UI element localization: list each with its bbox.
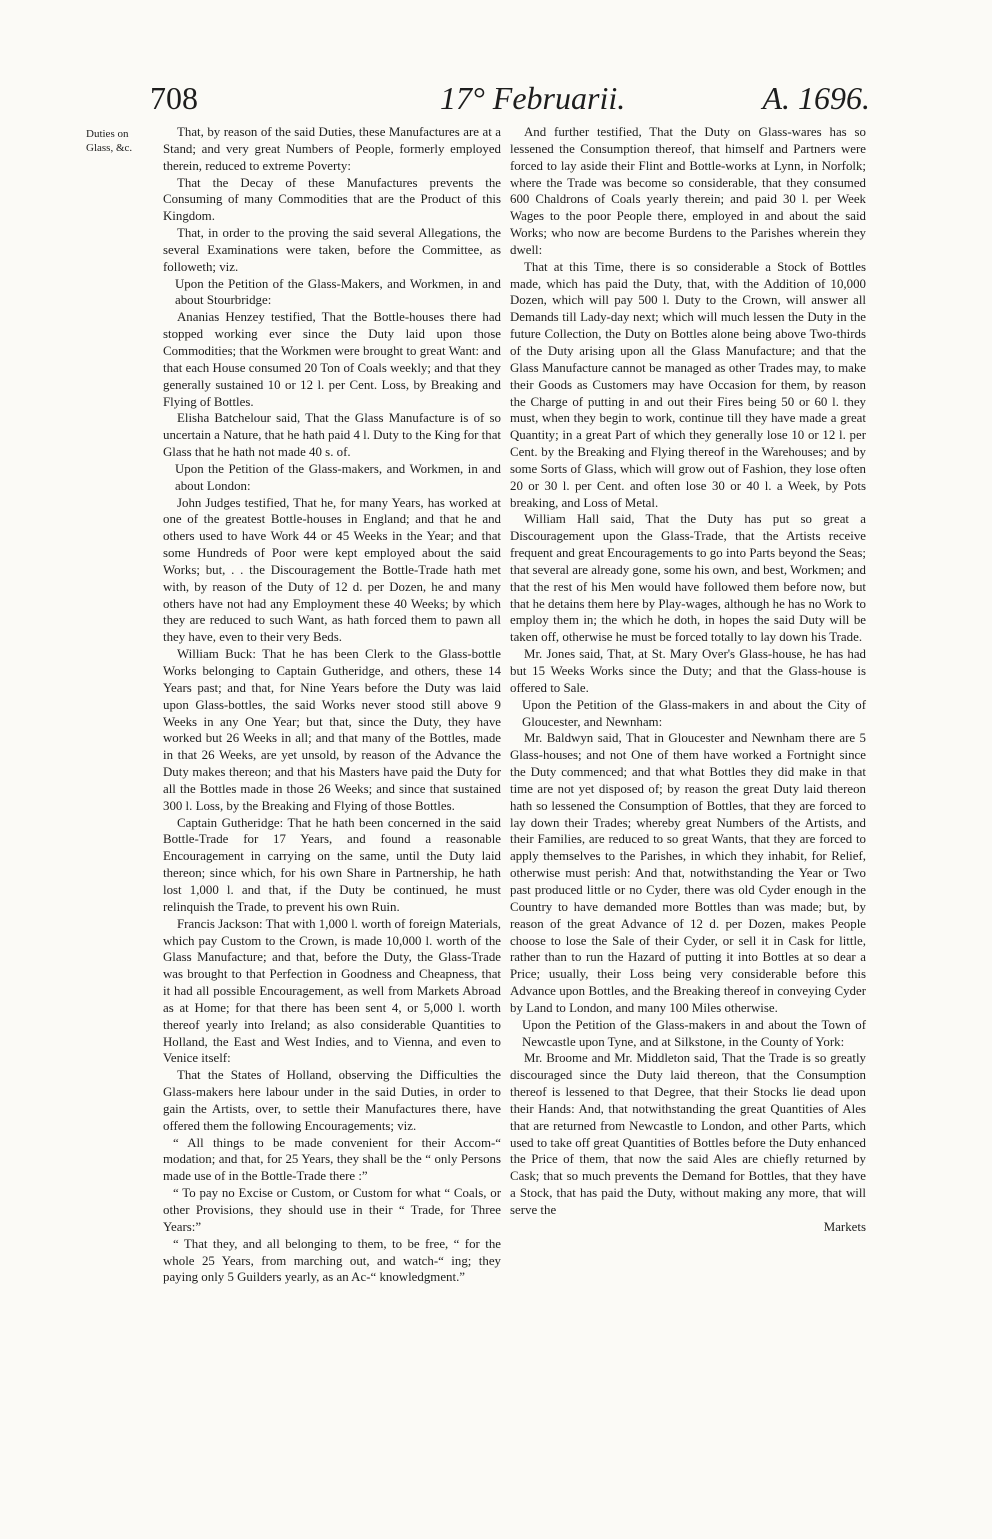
paragraph: Elisha Batchelour said, That the Glass Manufacture is of so uncertain a Nature, that he hath paid 4 l. Duty to the King for that Glass that he hath not made 40 s. of. <box>163 411 501 460</box>
paragraph: And further testified, That the Duty on Glass-wares has so lessened the Consumption thereof, that himself and Partners were forced to lay aside their Flint and Bottle-works at Lynn, in Norfolk; where the Trade was become so considerable, that they consumed 600 Chaldrons of Coals yearly therein; and paid 30 l. per Week Wages to the poor People there, employed in and about the said Works; who now are become Burdens to the Parishes wherein they dwell: <box>510 125 866 257</box>
quotation: “ All things to be made convenient for their Accom-“ modation; and that, for 25 Years, they shall be the “ only Persons made use of in the Bottle-Trade there :” <box>163 1135 501 1184</box>
catchword: Markets <box>823 1219 866 1234</box>
page-number: 708 <box>150 80 198 116</box>
paragraph: Francis Jackson: That with 1,000 l. worth of foreign Materials, which pay Custom to the Crown, is made 10,000 l. worth of the Glass Manufacture; and that, before the Duty, the Glass-Trade was brought to that Perfection in Goodness and Cheapness, that it had all possible Encouragement, as well from Markets Abroad as at Home; for that there has been sent 4, or 5,000 l. worth thereof yearly into Ireland; as also considerable Quantities to Holland, the East and West Indies, and to Vienna, and even to Venice itself: <box>163 916 501 1066</box>
petition-heading: Upon the Petition of the Glass-makers in and about the City of Gloucester, and Newnham: <box>522 697 866 729</box>
paragraph: Mr. Broome and Mr. Middleton said, That the Trade is so greatly discouraged since the Duty laid thereon, that the Consumption thereof is lessened to that Degree, that their Stocks lie dead upon their Hands: And, that notwithstanding the great Quantities of Ales that are returned from Newcastle to London, and other Parts, which used to take off great Quantities of Bottles before the Duty enhanced the Price of them, that now the said Ales are chiefly returned by Cask; that so much prevents the Demand for Bottles, that they have a Stock, that has paid the Duty, without making any more, that will serve the <box>510 1051 866 1217</box>
page-header <box>150 78 870 124</box>
right-column <box>510 124 866 1236</box>
header-year: A. 1696. <box>762 80 870 116</box>
paragraph: William Buck: That he has been Clerk to the Glass-bottle Works belonging to Captain Gutheridge, and others, these 14 Years past; and that, for Nine Years before the Duty was laid upon Glass-bottles, the said Works never stood still above 9 Weeks in any One Year; but that, since the Duty, they have worked but 26 Weeks in all; and that many of the Bottles, made in that 26 Weeks, are yet unsold, by reason of the Advance the Duty makes thereon; and that his Masters have paid the Duty for all the Bottles made in those 26 Weeks; and since that sustained 300 l. Loss, by the Breaking and Flying of those Bottles. <box>163 647 501 813</box>
paragraph: Ananias Henzey testified, That the Bottle-houses there had stopped working ever since the Duty laid upon those Commodities; that the Workmen were brought to great Want: and that each House consumed 20 Ton of Coals weekly; and that they generally sustained 10 or 12 l. per Cent. Loss, by Breaking and Flying of Bottles. <box>163 310 501 409</box>
paragraph: That the States of Holland, observing the Difficulties the Glass-makers here labour under in the said Duties, in order to gain the Artists, over, to settle their Manufactures there, have offered them the following Encouragements; viz. <box>163 1068 501 1133</box>
paragraph: Captain Gutheridge: That he hath been concerned in the said Bottle-Trade for 17 Years, and found a reasonable Encouragement in carrying on the same, until the Duty laid thereon; since which, for his own Share in Partnership, he hath lost 1,000 l. and that, if the Duty be continued, he must relinquish the Trade, to prevent his own Ruin. <box>163 815 501 914</box>
quotation: “ To pay no Excise or Custom, or Custom for what “ Coals, or other Provisions, they should use in their “ Trade, for Three Years:” <box>163 1186 501 1234</box>
paragraph: That the Decay of these Manufactures prevents the Consuming of many Commodities that are the Product of this Kingdom. <box>163 175 501 224</box>
paragraph: William Hall said, That the Duty has put so great a Discouragement upon the Glass-Trade, that the Artists receive frequent and great Encouragements to go into Parts beyond the Seas; that several are already gone, some his own, and best, Workmen; and that the rest of his Men would have followed them before now, but that he detains them here by Play-wages, although he has no Work to employ them in; the which he doth, in hopes the said Duty will be taken off, otherwise he must be forced totally to lay down his Trade. <box>510 512 866 645</box>
paragraph: That, in order to the proving the said several Allegations, the several Examinations were taken, before the Committee, as followeth; viz. <box>163 226 501 274</box>
quotation: “ That they, and all belonging to them, to be free, “ for the whole 25 Years, from marching out, and watch-“ ing; they paying only 5 Guilders yearly, as an Ac-“ knowledgment.” <box>163 1236 501 1285</box>
paragraph: That at this Time, there is so considerable a Stock of Bottles made, which has paid the Duty, that, with the Addition of 10,000 Dozen, which will pay 500 l. Duty to the Crown, will answer all Demands till Lady-day next; which will much lessen the Duty in the future Collection, the Duty on Bottles alone being above Two-thirds of the Duty arising upon all the Glass Manufacture; and that the Glass Manufacture cannot be managed as other Trades may, to make their Goods as Customers may have Occasion for them, by reason the Charge of putting in and out their Fires being 50 or 60 l. they must, when they begin to work, continue till they have made a great Quantity; in a great Part of which they generally lose 10 or 12 l. per Cent. by the Breaking and Flying thereof in the Warehouses; and by some Sorts of Glass, which will grow out of Fashion, they lose often 20 or 30 l. per Cent. and often lose 30 or 40 l. a Week, by Pots breaking, and Loss of Metal. <box>510 259 866 510</box>
petition-heading: Upon the Petition of the Glass-makers, and Workmen, in and about London: <box>175 461 501 493</box>
petition-heading: Upon the Petition of the Glass-makers in and about the Town of Newcastle upon Tyne, and at Silkstone, in the County of York: <box>522 1017 866 1049</box>
paragraph: That, by reason of the said Duties, these Manufactures are at a Stand; and very great Numbers of People, formerly employed therein, reduced to extreme Poverty: <box>163 125 501 173</box>
left-column <box>163 124 501 1286</box>
paragraph: John Judges testified, That he, for many Years, has worked at one of the greatest Bottle-houses in England; and that he and others used to have Work 44 or 45 Weeks in the Year; and that some Hundreds of Poor were kept employed about the said Works; but, . . the Discouragement the Bottle-Trade hath met with, by reason of the Duty of 12 d. per Dozen, he and many others have not had any Employment these 40 Weeks; by which they are reduced to such Want, as hath forced them to pawn all they have, even to their very Beds. <box>163 495 501 645</box>
header-date: 17° Februarii. <box>440 80 626 116</box>
paragraph: Mr. Baldwyn said, That in Gloucester and Newnham there are 5 Glass-houses; and not One of them have worked a Fortnight since the Duty commenced; and that what Bottles they did make in that time are not yet disposed of; by reason the great Duty laid thereon hath so lessened the Consumption of Bottles, that they are forced to lay down their Trades; whereby great Numbers of the Artists, and their Families, are reduced to so great Wants, that they are forced to apply themselves to the Parishes, in which they inhabit, for Relief, otherwise must perish: And that, notwithstanding the Year or Two past produced little or no Cyder, there was old Cyder enough in the Country to have demanded more Bottles than was made; but, by reason of the great Advance of 12 d. per Dozen, makes People choose to lose the Sale of their Cyder, or sell it in Cask for little, rather than to run the Hazard of putting it into Bottles at so dear a Price; usually, their Loss being very considerable before this Advance upon Bottles, and the Breaking thereof in conveying Cyder by Land to London, and many 100 Miles otherwise. <box>510 731 866 1015</box>
margin-note: Duties on Glass, &c. <box>86 128 133 154</box>
petition-heading: Upon the Petition of the Glass-Makers, and Workmen, in and about Stourbridge: <box>175 276 501 308</box>
paragraph: Mr. Jones said, That, at St. Mary Over's Glass-house, he has had but 15 Weeks Works since the Duty; and that the Glass-house is offered to Sale. <box>510 647 866 695</box>
